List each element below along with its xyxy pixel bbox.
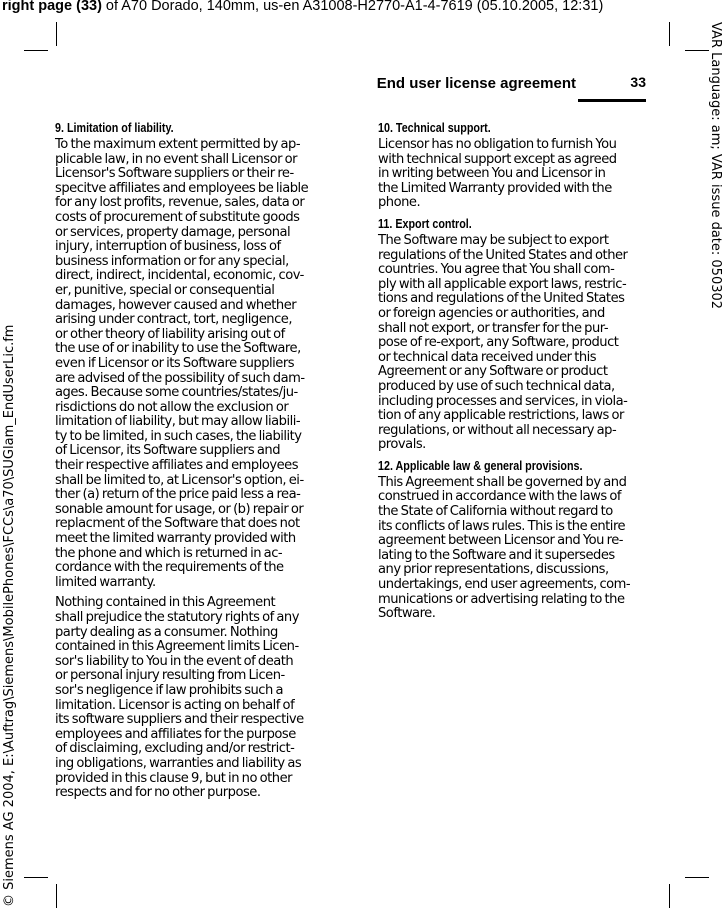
print-info-details: of A70 Dorado, 140mm, us-en A31008-H2770-A1-4-7619 (05.10.2005, 12:31) [101,0,604,14]
section-heading: 9. Limitation of liability. [55,121,174,135]
left-column [55,121,350,807]
section-heading: 12. Applicable law & general provisions. [378,458,583,473]
section-paragraph: To the maximum extent permitted by ap- plicable law, in no event shall Licensor or Licensor's Software suppliers or their re- specitve affiliates and employees be liable for any lost profits, revenue, sales, data or costs of procurement of substitute goods or services, property damage, personal injury, interruption of business, loss of business information or for any special, direct, indirect, incidental, economic, cov- er, punitive, special or consequential damages, however caused and whether arising under contract, tort, negligence, or other theory of liability arising out of the use of or inability to use the Software, even if Licensor or its Software suppliers are advised of the possibility of such dam- ages. Because some countries/states/ju- risdictions do not allow the exclusion or limitation of liability, but may allow liabili- ty to be limited, in such cases, the liability of Licensor, its Software suppliers and their respective affiliates and employees shall be limited to, at Licensor's option, ei- ther (a) return of the price paid less a rea- sonable amount for usage, or (b) repair or replacment of the Software that does not meet the limited warranty provided with the phone and which is returned in ac- cordance with the requirements of the limited warranty. [55,137,309,590]
section-paragraph: Licensor has no obligation to furnish You with technical support except as agreed in writing between You and Licensor in the Limited Warranty provided with the phone. [378,137,617,211]
print-info-page: right page (33) [2,0,102,14]
right-column [378,121,650,628]
running-header-title: End user license agreement [376,75,576,92]
crop-mark [685,877,709,878]
crop-mark [56,22,57,46]
crop-mark [685,50,709,51]
section-heading: 10. Technical support. [378,121,491,135]
header-rule [578,99,646,102]
crop-mark [24,50,48,51]
crop-mark [669,884,670,908]
var-language-note: VAR Language: am; VAR issue date: 050302 [708,22,723,310]
section-paragraph: Nothing contained in this Agreement shall prejudice the statutory rights of any party dealing as a consumer. Nothing contained in this Agreement limits Licen- sor's liability to You in the event of death or personal injury resulting from Licen- sor's negligence if law prohibits such a limitation. Licensor is acting on behalf of its software suppliers and their respective employees and affiliates for the purpose of disclaiming, excluding and/or restrict- ing obligations, warranties and liability as provided in this clause 9, but in no other respects and for no other purpose. [55,595,304,801]
section-paragraph: This Agreement shall be governed by and construed in accordance with the laws of the State of California without regard to its conflicts of laws rules. This is the entire agreement between Licensor and You re- lating to the Software and it supersedes any prior representations, discussions, undertakings, end user agreements, com- munications or advertising relating to the Software. [378,474,631,622]
section-heading: 11. Export control. [378,216,472,231]
crop-mark [669,22,670,46]
file-path-note: © Siemens AG 2004, E:\Auftrag\Siemens\MobilePhones\FCCs\a70\SUGlam_EndUserLic.fm [2,324,17,907]
crop-mark [24,877,48,878]
page-number: 33 [630,74,646,90]
print-info-line [2,0,702,14]
crop-mark [56,884,57,908]
section-paragraph: The Software may be subject to export regulations of the United States and other countries. You agree that You shall com- ply with all applicable export laws, restric- tions and regulations of the United States or foreign agencies or authorities, and shall not export, or transfer for the pur- pose of re-export, any Software, product or technical data received under this Agreement or any Software or product produced by use of such technical data, including processes and services, in viola- tion of any applicable restrictions, laws or regulations, or without all necessary ap- provals. [378,232,628,453]
